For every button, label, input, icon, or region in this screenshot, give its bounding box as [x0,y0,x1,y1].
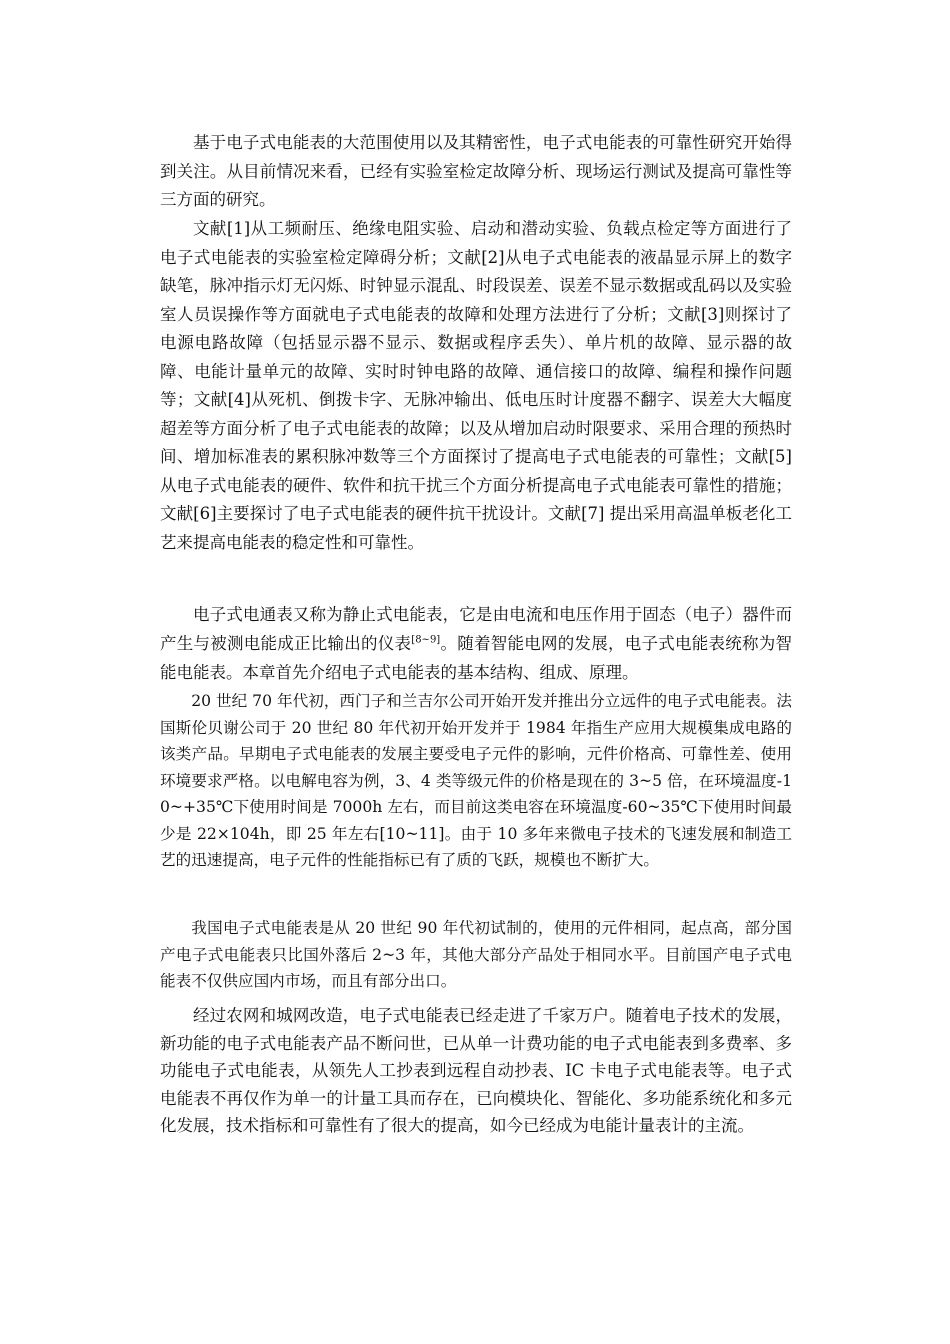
definition-text-before: 电子式电通表又称为静止式电能表，它是由电流和电压作用于固态（电子）器件而产生与被测电能成正比输出的仪表 [160,605,792,653]
paragraph-current-development: 经过农网和城网改造，电子式电能表已经走进了千家万户。随着电子技术的发展，新功能的电子式电能表产品不断问世，已从单一计费功能的电子式电能表到多费率、多功能电子式电能表，从领先人工抄表到远程自动抄表、IC 卡电子式电能表等。电子式电能表不再仅作为单一的计量工具而存在，已向模块化、智能化、多功能系统化和多元化发展，技术指标和可靠性有了很大的提高，如今已经成为电能计量表计的主流。 [160,1006,792,1135]
paragraph-history-domestic: 我国电子式电能表是从 20 世纪 90 年代初试制的，使用的元件相同，起点高，部分国产电子式电能表只比国外落后 2~3 年，其他大部分产品处于相同水平。目前国产电子式电能表不仅供应国内市场，而且有部分出口。 [160,919,792,990]
paragraph-reliability-intro: 基于电子式电能表的大范围使用以及其精密性，电子式电能表的可靠性研究开始得到关注。从目前情况来看，已经有实验室检定故障分析、现场运行测试及提高可靠性等三方面的研究。 [160,133,792,209]
paragraph-history-international: 20 世纪 70 年代初，西门子和兰吉尔公司开始开发并推出分立远件的电子式电能表。法国斯伦贝谢公司于 20 世纪 80 年代初开始开发并于 1984 年指生产应用大规模集成电路的该类产品。早期电子式电能表的发展主要受电子元件的影响，元件价格高、可靠性差、使用环境要求严格。以电解电容为例，3、4 类等级元件的价格是现在的 3~5 倍，在环境温度-10~+35℃下使用时间是 7000h 左右，而目前这类电容在环境温度-60~35℃下使用时间最少是 22×104h，即 25 年左右[10~11]。由于 10 多年来微电子技术的飞速发展和制造工艺的迅速提高，电子元件的性能指标已有了质的飞跃，规模也不断扩大。 [160,692,792,869]
citation-superscript: [8~9] [411,634,441,646]
paragraph-meter-definition [160,600,792,687]
paragraph-literature-review: 文献[1]从工频耐压、绝缘电阻实验、启动和潜动实验、负载点检定等方面进行了电子式电能表的实验室检定障碍分析；文献[2]从电子式电能表的液晶显示屏上的数字缺笔，脉冲指示灯无闪烁、时钟显示混乱、时段误差、误差不显示数据或乱码以及实验室人员误操作等方面就电子式电能表的故障和处理方法进行了分析；文献[3]则探讨了电源电路故障（包括显示器不显示、数据或程序丢失）、单片机的故障、显示器的故障、电能计量单元的故障、实时时钟电路的故障、通信接口的故障、编程和操作问题等；文献[4]从死机、倒拨卡字、无脉冲输出、低电压时计度器不翻字、误差大大幅度超差等方面分析了电子式电能表的故障；以及从增加启动时限要求、采用合理的预热时间、增加标准表的累积脉冲数等三个方面探讨了提高电子式电能表的可靠性；文献[5]从电子式电能表的硬件、软件和抗干扰三个方面分析提高电子式电能表可靠性的措施；文献[6]主要探讨了电子式电能表的硬件抗干扰设计。文献[7] 提出采用高温单板老化工艺来提高电能表的稳定性和可靠性。 [160,219,792,552]
definition-text-after: 。随着智能电网的发展，电子式电能表统称为智能电能表。本章首先介绍电子式电能表的基本结构、组成、原理。 [160,634,793,682]
